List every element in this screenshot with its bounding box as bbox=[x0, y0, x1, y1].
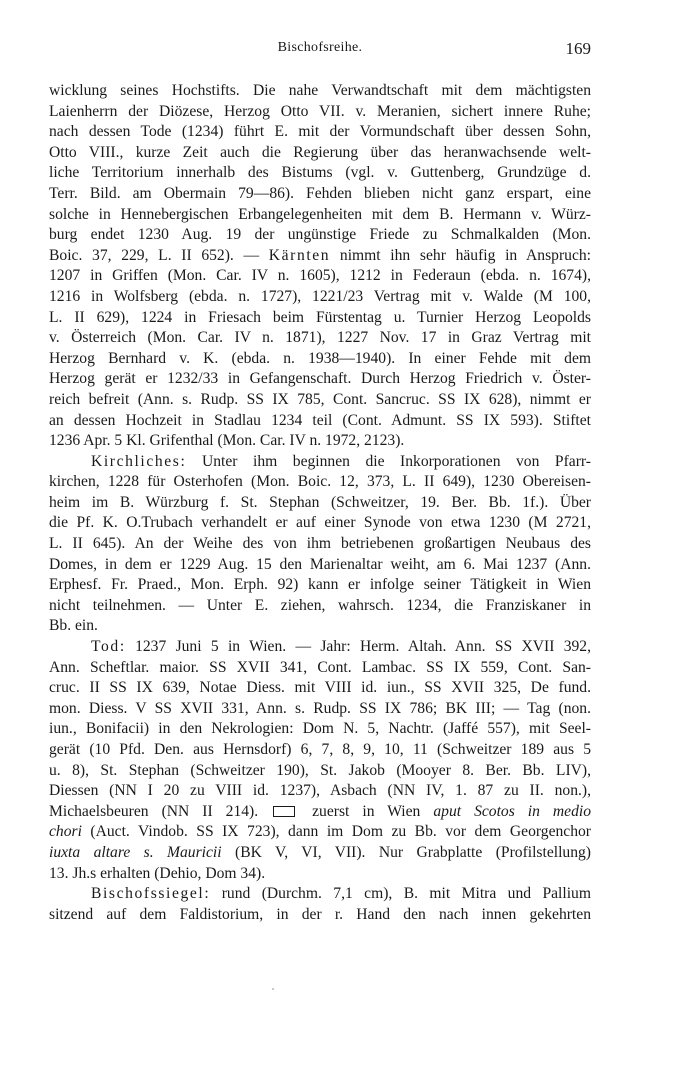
page-number: 169 bbox=[565, 39, 591, 58]
text-line: liche Territorium innerhalb des Bistums (vgl. v. Guttenberg, Grundzüge d. bbox=[49, 164, 591, 182]
text-line: mon. Diess. V SS XVII 331, Ann. s. Rudp. SS IX 786; BK III; — Tag (non. bbox=[49, 699, 591, 717]
section-heading: Kirchliches: bbox=[91, 452, 187, 470]
text-fragment: 1237 Juni 5 in Wien. — Jahr: Herm. Altah. Ann. SS XVII 392, bbox=[135, 638, 591, 656]
text-fragment: Unter ihm beginnen die Inkorporationen von Pfarr- bbox=[201, 452, 591, 470]
body-text bbox=[49, 81, 591, 925]
print-speck bbox=[272, 988, 274, 990]
text-line: Otto VIII., kurze Zeit auch die Regierung über das heranwachsende welt- bbox=[49, 143, 591, 161]
latin-quote: iuxta altare s. Mauricii bbox=[49, 843, 222, 861]
text-line bbox=[49, 843, 591, 864]
text-line: cruc. II SS IX 639, Notae Diess. mit VIII id. iun., SS XVII 325, De fund. bbox=[49, 679, 591, 697]
text-line bbox=[49, 802, 591, 823]
running-title: Bischofsreihe. bbox=[277, 40, 363, 55]
text-fragment: rund (Durchm. 7,1 cm), B. mit Mitra und Pallium bbox=[221, 885, 591, 903]
page-header bbox=[49, 40, 591, 64]
text-fragment: zuerst in Wien bbox=[312, 802, 421, 820]
latin-quote: chori bbox=[49, 823, 82, 841]
text-line: u. 8), St. Stephan (Schweitzer 190), St. Jakob (Mooyer 8. Ber. Bb. LIV), bbox=[49, 761, 591, 779]
section-heading: Tod: bbox=[91, 638, 126, 656]
text-line: Laienherrn der Diözese, Herzog Otto VII. v. Meranien, sichert innere Ruhe; bbox=[49, 102, 591, 120]
text-line: Diessen (NN I 20 zu VIII id. 1237), Asbach (NN IV, 1. 87 zu II. non.), bbox=[49, 782, 591, 800]
text-line: kirchen, 1228 für Osterhofen (Mon. Boic. 12, 373, L. II 649), 1230 Obereisen- bbox=[49, 473, 591, 491]
text-line: 1216 in Wolfsberg (ebda. n. 1727), 1221/23 Vertrag mit v. Walde (M 100, bbox=[49, 287, 591, 305]
text-line bbox=[49, 884, 591, 905]
text-line: 13. Jh.s erhalten (Dehio, Dom 34). bbox=[49, 864, 266, 882]
grave-icon bbox=[273, 806, 295, 817]
section-term: Kärnten bbox=[268, 246, 331, 264]
text-line bbox=[49, 246, 591, 267]
text-fragment: Boic. 37, 229, L. II 652). — bbox=[49, 246, 260, 264]
text-line: 1207 in Griffen (Mon. Car. IV n. 1605), 1212 in Federaun (ebda. n. 1674), bbox=[49, 267, 591, 285]
text-line: iun., Bonifacii) in den Nekrologien: Dom N. 5, Nachtr. (Jaffé 557), mit Seel- bbox=[49, 720, 591, 738]
text-line bbox=[49, 452, 591, 473]
text-line: heim im B. Würzburg f. St. Stephan (Schweitzer, 19. Ber. Bb. 1f.). Über bbox=[49, 493, 591, 511]
text-line: v. Österreich (Mon. Car. IV n. 1871), 1227 Nov. 17 in Graz Vertrag mit bbox=[49, 329, 591, 347]
text-line: Domes, in dem er 1229 Aug. 15 den Marienaltar weiht, am 6. Mai 1237 (Ann. bbox=[49, 555, 591, 573]
latin-quote: aput Scotos in medio bbox=[433, 802, 591, 820]
text-line: Bb. ein. bbox=[49, 617, 98, 635]
text-fragment: (BK V, VI, VII). Nur Grabplatte (Profilstellung) bbox=[235, 843, 591, 861]
text-line: L. II 645). An der Weihe des von ihm betriebenen großartigen Neubaus des bbox=[49, 535, 591, 553]
text-line: Erphesf. Fr. Praed., Mon. Erph. 92) kann er infolge seiner Tätigkeit in Wien bbox=[49, 576, 591, 594]
text-line: Herzog gerät er 1232/33 in Gefangenschaft. Durch Herzog Friedrich v. Öster- bbox=[49, 370, 591, 388]
text-line: reich befreit (Ann. s. Rudp. SS IX 785, Cont. Sancruc. SS IX 628), nimmt er bbox=[49, 390, 591, 408]
text-fragment: (Auct. Vindob. SS IX 723), dann im Dom zu Bb. vor dem Georgenchor bbox=[90, 823, 591, 841]
text-line: 1236 Apr. 5 Kl. Grifenthal (Mon. Car. IV n. 1972, 2123). bbox=[49, 432, 405, 450]
text-line: Herzog Bernhard v. K. (ebda. n. 1938—1940). In einer Fehde mit dem bbox=[49, 349, 591, 367]
text-line: nicht teilnehmen. — Unter E. ziehen, wahrsch. 1234, die Franziskaner in bbox=[49, 596, 591, 614]
text-fragment: nimmt ihn sehr häufig in Anspruch: bbox=[339, 246, 591, 264]
text-line: Terr. Bild. am Obermain 79—86). Fehden blieben nicht ganz erspart, eine bbox=[49, 184, 591, 202]
text-line: nach dessen Tode (1234) führt E. mit der Vormundschaft über dessen Sohn, bbox=[49, 123, 591, 141]
text-line: sitzend auf dem Faldistorium, in der r. Hand den nach innen gekehrten bbox=[49, 905, 591, 923]
section-heading: Bischofssiegel: bbox=[91, 885, 211, 903]
text-line bbox=[49, 822, 591, 843]
text-line: die Pf. K. O.Trubach verhandelt er auf einer Synode von etwa 1230 (M 2721, bbox=[49, 514, 591, 532]
text-line: solche in Hennebergischen Erbangelegenheiten mit dem B. Hermann v. Würz- bbox=[49, 205, 591, 223]
text-line bbox=[49, 637, 591, 658]
text-fragment: Michaelsbeuren (NN II 214). bbox=[49, 802, 259, 820]
text-line: wicklung seines Hochstifts. Die nahe Verwandtschaft mit dem mächtigsten bbox=[49, 82, 591, 99]
text-line: Ann. Scheftlar. maior. SS XVII 341, Cont. Lambac. SS IX 559, Cont. San- bbox=[49, 658, 591, 676]
text-line: gerät (10 Pfd. Den. aus Hernsdorf) 6, 7, 8, 9, 10, 11 (Schweitzer 189 aus 5 bbox=[49, 741, 591, 758]
text-line: L. II 629), 1224 in Friesach beim Fürstentag u. Turnier Herzog Leopolds bbox=[49, 308, 591, 326]
text-line: an dessen Hochzeit in Stadlau 1234 teil (Cont. Admunt. SS IX 593). Stiftet bbox=[49, 411, 591, 429]
text-line: burg endet 1230 Aug. 19 der ungünstige Friede zu Schmalkalden (Mon. bbox=[49, 226, 591, 244]
